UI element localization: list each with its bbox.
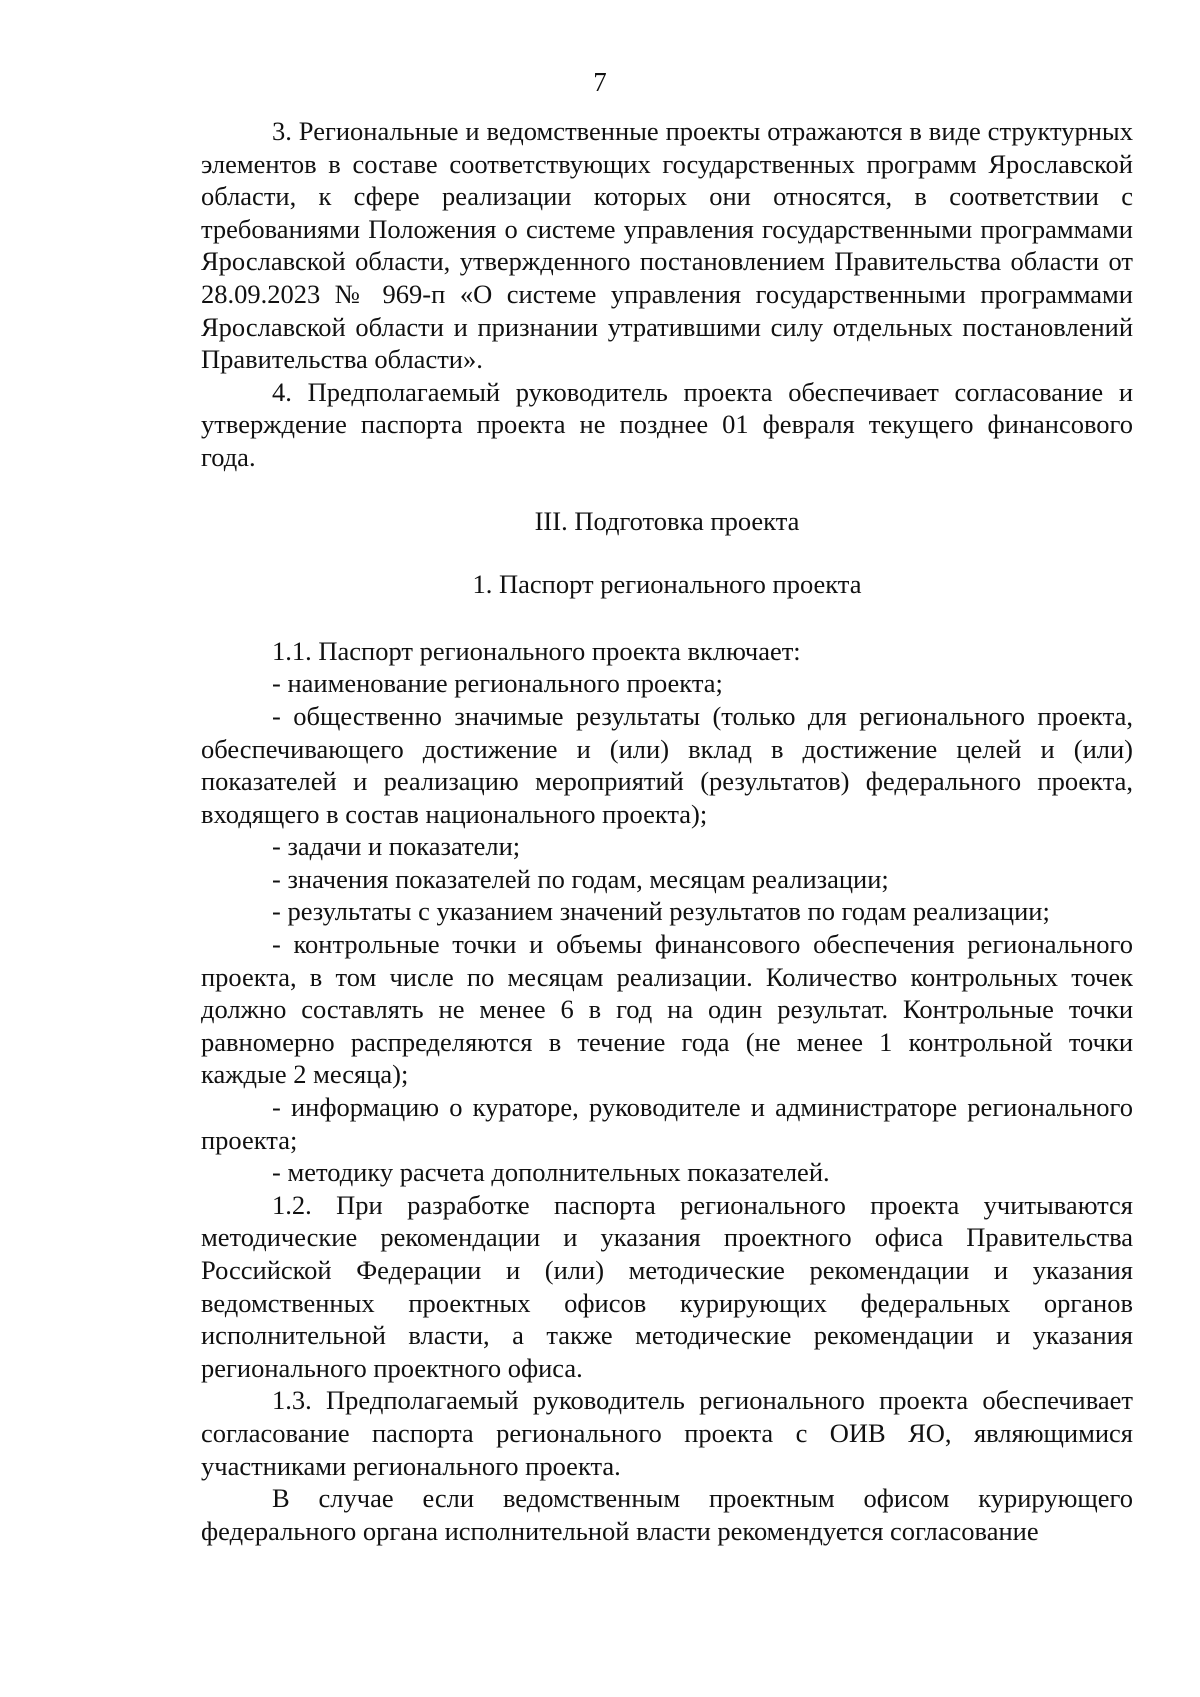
paragraph-1-1: 1.1. Паспорт регионального проекта включает: bbox=[272, 635, 801, 666]
paragraph-1-2: 1.2. При разработке паспорта регионального проекта учитываются методические рекомендации и указания проектного офиса Правительства Российской Федерации и (или) методические рекомендации и указания ведомственных проектных офисов курирующих федеральных органов исполнительной власти, а также методические рекомендации и указания регионального проектного офиса. bbox=[201, 1189, 1133, 1383]
paragraph-4-passport-approval: 4. Предполагаемый руководитель проекта обеспечивает согласование и утверждение паспорта проекта не позднее 01 февраля текущего финансового года. bbox=[201, 376, 1133, 472]
list-item-results: - общественно значимые результаты (только для регионального проекта, обеспечивающего достижение и (или) вклад в достижение целей и (или) показателей и реализацию мероприятий (результатов) федерального проекта, входящего в состав национального проекта); bbox=[201, 700, 1133, 829]
list-item-curator-info: - информацию о кураторе, руководителе и администраторе регионального проекта; bbox=[201, 1092, 1133, 1155]
section-heading: III. Подготовка проекта bbox=[534, 505, 800, 536]
subsection-heading: 1. Паспорт регионального проекта bbox=[472, 569, 862, 600]
list-item-control-points: - контрольные точки и объемы финансового обеспечения регионального проекта, в том числе по месяцам реализации. Количество контрольных точек должно составлять не менее 6 в год на один результат. Контрольные точки равномерно распределяются в течение года (не менее 1 контрольной точки каждые 2 месяца); bbox=[201, 929, 1133, 1090]
page-number: 7 bbox=[593, 67, 607, 97]
paragraph-1-3: 1.3. Предполагаемый руководитель регионального проекта обеспечивает согласование паспорта регионального проекта с ОИВ ЯО, являющимися участниками регионального проекта. bbox=[201, 1385, 1133, 1481]
list-item-methodology: - методику расчета дополнительных показателей. bbox=[272, 1157, 830, 1188]
list-item-name: - наименование регионального проекта; bbox=[272, 668, 723, 699]
list-item-tasks: - задачи и показатели; bbox=[272, 831, 521, 862]
paragraph-3-regional-projects: 3. Региональные и ведомственные проекты отражаются в виде структурных элементов в составе соответствующих государственных программ Ярославской области, к сфере реализации которых они относятся, в соответствии с требованиями Положения о системе управления государственными программами Ярославской области, утвержденного постановлением Правительства области от 28.09.2023 № 969-п «О системе управления государственными программами Ярославской области и признании утратившими силу отдельных постановлений Правительства области». bbox=[201, 116, 1133, 375]
paragraph-case: В случае если ведомственным проектным офисом курирующего федерального органа исполнительной власти рекомендуется согласование bbox=[201, 1483, 1133, 1546]
list-item-indicator-values: - значения показателей по годам, месяцам реализации; bbox=[272, 863, 889, 894]
document-body bbox=[201, 115, 1133, 1547]
list-item-result-values: - результаты с указанием значений результатов по годам реализации; bbox=[272, 896, 1050, 927]
